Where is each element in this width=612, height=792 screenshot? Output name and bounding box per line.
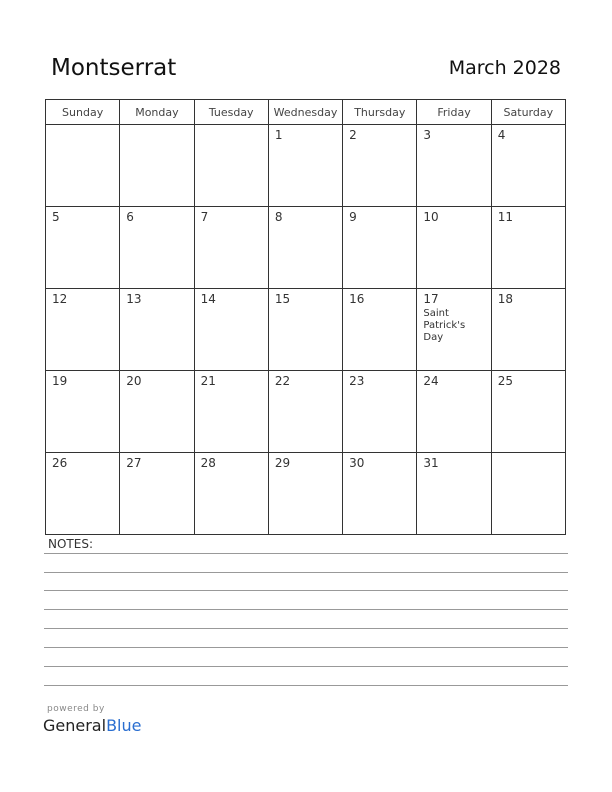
note-line [44, 572, 568, 573]
day-number: 30 [349, 456, 365, 470]
notes-label: NOTES: [48, 537, 93, 551]
day-cell [46, 453, 120, 535]
day-cell [343, 289, 417, 371]
note-line [44, 609, 568, 610]
holiday-line: Patrick's Day [423, 320, 466, 343]
day-cell [194, 207, 268, 289]
logo-text-blue: Blue [106, 716, 142, 735]
day-cell [194, 453, 268, 535]
week-row [46, 371, 566, 453]
holiday-line: Saint [423, 308, 449, 319]
day-cell [268, 289, 342, 371]
day-number: 12 [52, 292, 68, 306]
day-number: 1 [274, 128, 283, 142]
day-number: 4 [497, 128, 506, 142]
day-cell [491, 289, 565, 371]
day-number: 5 [52, 210, 60, 224]
note-line [44, 647, 568, 648]
day-cell [343, 453, 417, 535]
weekday-header: Wednesday [268, 100, 342, 125]
day-cell [268, 371, 342, 453]
day-cell [120, 453, 194, 535]
day-cell [268, 207, 342, 289]
note-line [44, 628, 568, 629]
note-line [44, 590, 568, 591]
calendar-grid [45, 99, 566, 535]
day-cell [343, 125, 417, 207]
day-cell [491, 207, 565, 289]
holiday-label [423, 308, 484, 344]
day-cell [491, 371, 565, 453]
month-title: March 2028 [448, 57, 561, 79]
day-cell [46, 371, 120, 453]
day-number: 19 [52, 374, 68, 388]
day-cell [417, 453, 491, 535]
day-number: 16 [349, 292, 365, 306]
week-row [46, 453, 566, 535]
day-cell [343, 371, 417, 453]
country-title: Montserrat [51, 55, 177, 81]
weekday-header: Monday [120, 100, 194, 125]
day-cell [46, 125, 120, 207]
day-cell [417, 371, 491, 453]
day-number: 2 [349, 128, 357, 142]
day-number: 6 [126, 210, 134, 224]
day-cell [491, 125, 565, 207]
weekday-header: Saturday [491, 100, 565, 125]
day-cell [194, 289, 268, 371]
day-number: 23 [349, 374, 365, 388]
weekday-header-row [46, 100, 566, 125]
day-number: 27 [126, 456, 142, 470]
day-cell [46, 289, 120, 371]
day-number: 9 [349, 210, 357, 224]
day-number: 31 [423, 456, 439, 470]
week-row [46, 207, 566, 289]
week-row [46, 125, 566, 207]
day-cell [417, 207, 491, 289]
day-cell [46, 207, 120, 289]
day-cell [194, 125, 268, 207]
day-number: 26 [52, 456, 68, 470]
day-number: 17 [423, 292, 439, 306]
day-cell [268, 453, 342, 535]
weekday-header: Thursday [343, 100, 417, 125]
day-number: 20 [126, 374, 142, 388]
generalblue-logo [43, 716, 141, 735]
note-line [44, 553, 568, 554]
weekday-header: Sunday [46, 100, 120, 125]
day-number: 14 [200, 292, 216, 306]
day-number: 15 [274, 292, 291, 306]
day-cell [120, 371, 194, 453]
day-cell [268, 125, 342, 207]
day-cell [120, 207, 194, 289]
day-number: 25 [497, 374, 513, 388]
day-number: 11 [497, 210, 513, 224]
weekday-header: Tuesday [194, 100, 268, 125]
day-cell [417, 125, 491, 207]
logo-text-general: General [43, 716, 107, 735]
day-cell [417, 289, 491, 371]
day-cell [120, 289, 194, 371]
day-number: 29 [274, 456, 291, 470]
day-number: 21 [200, 374, 216, 388]
day-number: 3 [423, 128, 432, 142]
day-number: 10 [423, 210, 439, 224]
day-cell [491, 453, 565, 535]
note-line [44, 685, 568, 686]
day-number: 22 [274, 374, 291, 388]
day-number: 7 [200, 210, 209, 224]
day-number: 18 [497, 292, 513, 306]
day-number: 8 [274, 210, 283, 224]
day-cell [194, 371, 268, 453]
day-cell [120, 125, 194, 207]
weekday-header: Friday [417, 100, 491, 125]
day-number: 24 [423, 374, 439, 388]
day-cell [343, 207, 417, 289]
day-number: 28 [200, 456, 216, 470]
day-number: 13 [126, 292, 142, 306]
powered-by-text: powered by [47, 704, 105, 714]
note-line [44, 666, 568, 667]
week-row [46, 289, 566, 371]
